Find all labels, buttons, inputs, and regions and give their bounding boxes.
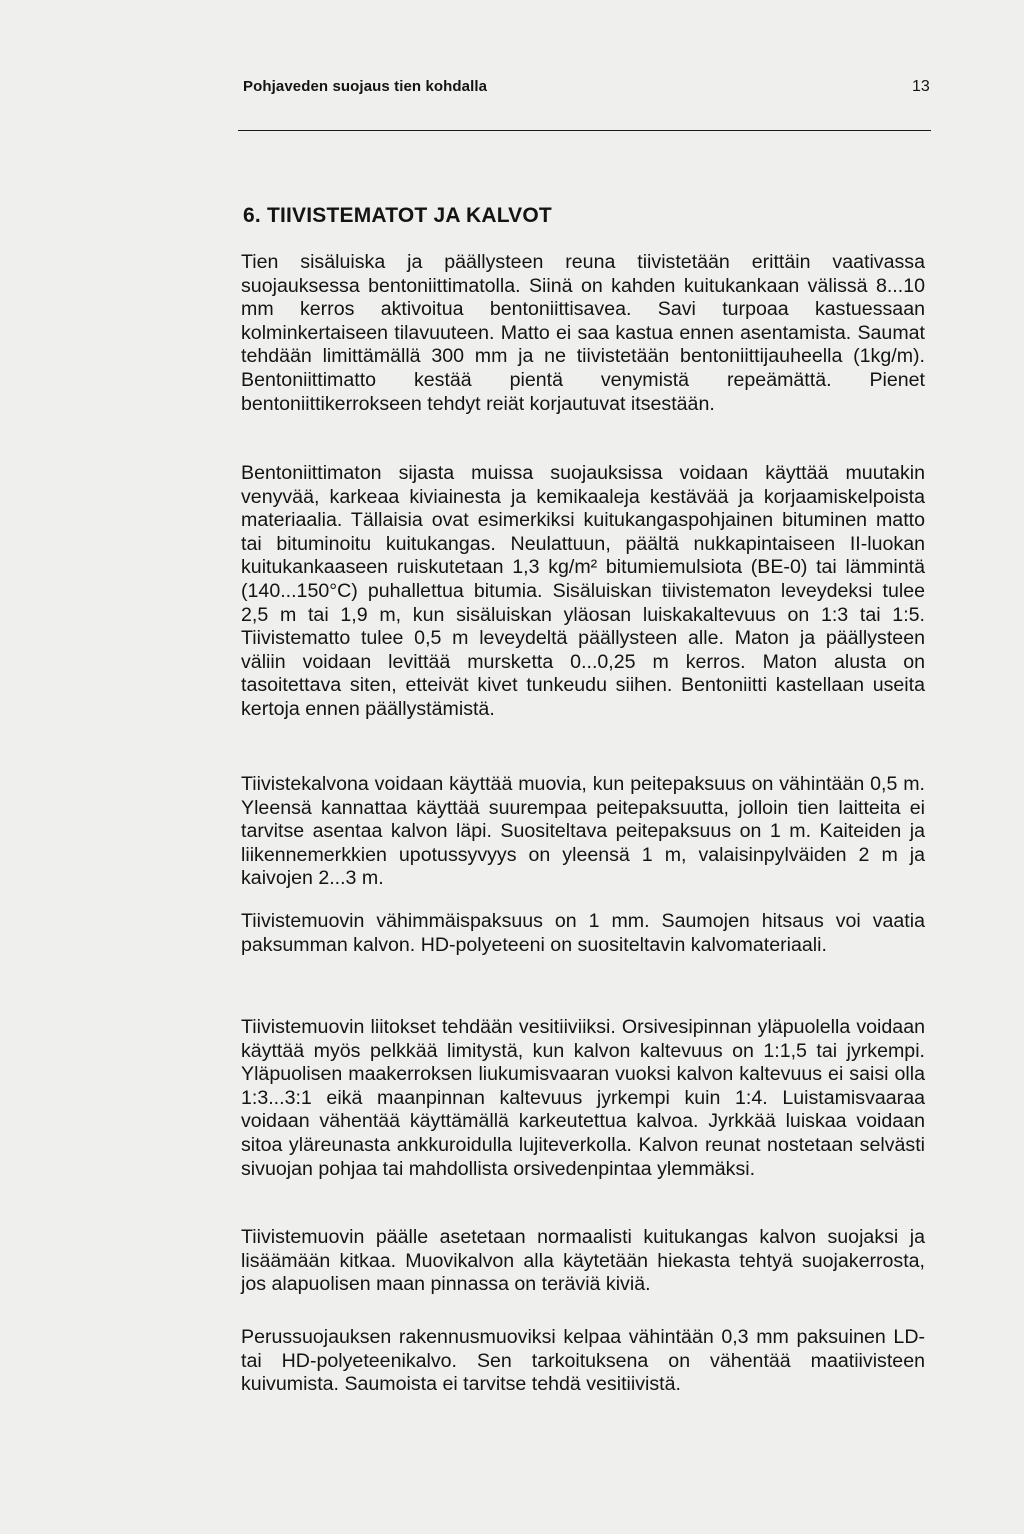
paragraph-bentonite-mat: Tien sisäluiska ja päällysteen reuna tiivistetään erittäin vaativassa suojauksessa bentoniittimatolla. Siinä on kahden kuitukankaan välissä 8...10 mm kerros aktivoitua bentoniittisavea. Savi turpoaa kastuessaan kolminkertaiseen tilavuuteen. Matto ei saa kastua ennen asentamista. Saumat tehdään limittämällä 300 mm ja ne tiivistetään bentoniittijauheella (1kg/m). Bentoniittimatto kestää pientä venymistä repeämättä. Pienet bentoniittikerrokseen tehdyt reiät korjautuvat itsestään. (241, 251, 925, 415)
section-heading: 6. TIIVISTEMATOT JA KALVOT (243, 204, 552, 227)
header-rule (238, 130, 931, 131)
paragraph-geotextile: Tiivistemuovin päälle asetetaan normaalisti kuitukangas kalvon suojaksi ja lisäämään kitkaa. Muovikalvon alla käytetään hiekasta tehtyä suojakerrosta, jos alapuolisen maan pinnassa on teräviä kiviä. (241, 1226, 925, 1296)
page-number: 13 (912, 78, 930, 95)
paragraph-min-thickness: Tiivistemuovin vähimmäispaksuus on 1 mm. Saumojen hitsaus voi vaatia paksumman kalvon. HD-polyeteeni on suositeltavin kalvomateriaali. (241, 910, 925, 956)
paragraph-basic-protection: Perussuojauksen rakennusmuoviksi kelpaa vähintään 0,3 mm paksuinen LD- tai HD-polyeteenikalvo. Sen tarkoituksena on vähentää maatiivisteen kuivumista. Saumoista ei tarvitse tehdä vesitiivistä. (241, 1326, 925, 1396)
running-header-title: Pohjaveden suojaus tien kohdalla (243, 78, 488, 95)
paragraph-alternative-materials: Bentoniittimaton sijasta muissa suojauksissa voidaan käyttää muutakin venyvää, karkeaa kiviainesta ja kemikaaleja kestävää ja korjaamiskelpoista materiaalia. Tällaisia ovat esimerkiksi kuitukangaspohjainen bituminen matto tai bituminoitu kuitukangas. Neulattuun, päältä nukkapintaiseen II-luokan kuitukankaaseen ruiskutetaan 1,3 kg/m² bitumiemulsiota (BE-0) tai lämmintä (140...150°C) puhallettua bitumia. Sisäluiskan tiivistematon leveydeksi tulee 2,5 m tai 1,9 m, kun sisäluiskan yläosan luiskakaltevuus on 1:3 tai 1:5. Tiivistematto tulee 0,5 m leveydeltä päällysteen alle. Maton ja päällysteen väliin voidaan levittää mursketta 0...0,25 m kerros. Maton alusta on tasoitettava siten, etteivät kivet tunkeudu siihen. Bentoniitti kastellaan useita kertoja ennen päällystämistä. (241, 462, 925, 720)
paragraph-sealing-membrane: Tiivistekalvona voidaan käyttää muovia, kun peitepaksuus on vähintään 0,5 m. Yleensä kannattaa käyttää suurempaa peitepaksuutta, jolloin tien laitteita ei tarvitse asentaa kalvon läpi. Suositeltava peitepaksuus on 1 m. Kaiteiden ja liikennemerkkien upotussyvyys on yleensä 1 m, valaisinpylväiden 2 m ja kaivojen 2...3 m. (241, 773, 925, 890)
paragraph-joints: Tiivistemuovin liitokset tehdään vesitiiviiksi. Orsivesipinnan yläpuolella voidaan käyttää myös pelkkää limitystä, kun kalvon kaltevuus on 1:1,5 tai jyrkempi. Yläpuolisen maakerroksen liukumisvaaran vuoksi kalvon kaltevuus ei saisi olla 1:3...3:1 eikä maanpinnan kaltevuus jyrkempi kuin 1:4. Luistamisvaaraa voidaan vähentää käyttämällä karkeutettua kalvoa. Jyrkkää luiskaa voidaan sitoa yläreunasta ankkuroidulla lujiteverkolla. Kalvon reunat nostetaan selvästi sivuojan pohjaa tai mahdollista orsivedenpintaa ylemmäksi. (241, 1016, 925, 1180)
